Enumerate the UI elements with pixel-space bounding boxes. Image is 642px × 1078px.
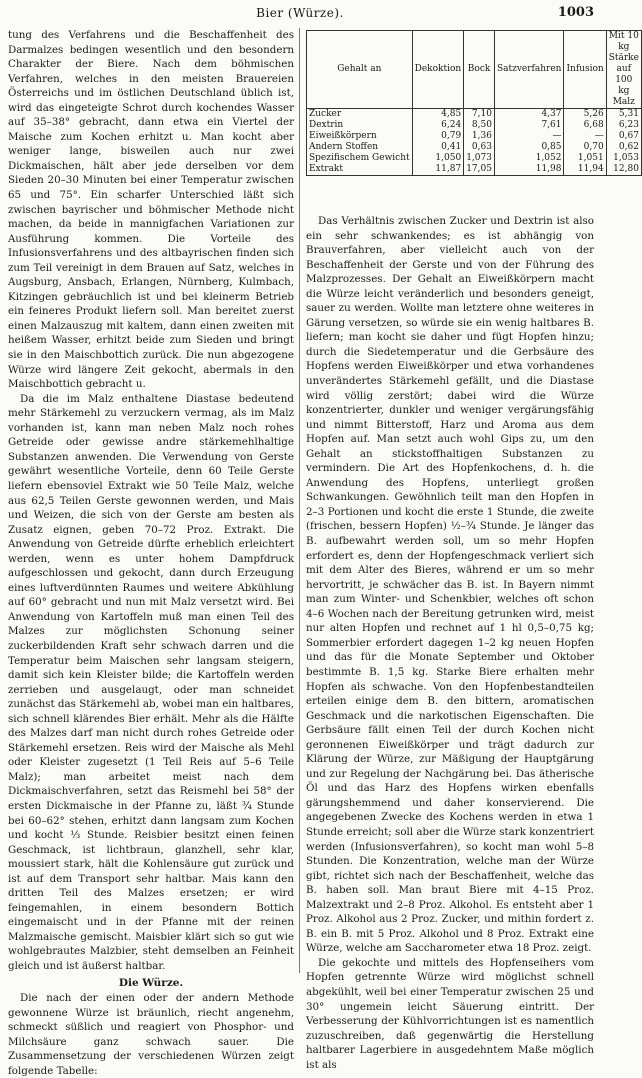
table-cell: — [494, 131, 564, 142]
paragraph: Das Verhältnis zwischen Zucker und Dextrin ist also ein sehr schwankendes; es ist abhängig von Brauverfahren, aber vielleicht auch von der Beschaffenheit der Gerste und von der Führung des Malzprozesses. Der Gehalt an Eiweißkörpern macht die Würze leicht veränderlich und besonders geneigt, sauer zu werden. Wollte man letztere ohne weiteres in Gärung versetzen, so würde sie ein wenig haltbares B. liefern; man kocht sie daher und fügt Hopfen hinzu; durch die Siedetemperatur und die Gerbsäure des Hopfens werden Eiweißkörper und etwa vorhandenes unverändertes Stärkemehl gefällt, und die Diastase wird völlig zerstört; dabei wird die Würze konzentrierter, dunkler und weniger vergärungsfähig und nimmt Bitterstoff, Harz und Aroma aus dem Hopfen auf. Man setzt auch wohl Gips zu, um den Gehalt an stickstoffhaltigen Substanzen zu vermindern. Die Art des Hopfenkochens, d. h. die Anwendung des Hopfens, unterliegt großen Schwankungen. Gewöhnlich teilt man den Hopfen in 2–3 Portionen und kocht die erste 1 Stunde, die zweite (frischen, bessern Hopfen) ½–¾ Stunde. Je länger das B. aufbewahrt werden soll, um so mehr Hopfen erfordert es, denn der Hopfengeschmack verliert sich mit dem Alter des Bieres, während er um so mehr hervortritt, je schwächer das B. ist. In Bayern nimmt man zum Winter- und Schenkbier, welches oft schon 4–6 Wochen nach der Bereitung getrunken wird, meist nur alten Hopfen und rechnet auf 1 hl 0,5–0,75 kg; Sommerbier erfordert dagegen 1–2 kg neuen Hopfen und das für die Monate September und Oktober bestimmte B. 1,5 kg. Starke Biere erhalten mehr Hopfen als schwache. Von den Hopfenbestandteilen erteilen einige dem B. den bittern, aromatischen Geschmack und die narkotischen Eigenschaften. Die Gerbsäure fällt einen Teil der durch Kochen nicht geronnenen Eiweißkörper und trägt dadurch zur Klärung der Würze, zur Mäßigung der Hauptgärung und zur Regelung der Nachgärung bei. Das ätherische Öl und das Harz des Hopfens wirken ebenfalls gärungshemmend und daher konservierend. Die angegebenen Zwecke des Kochens werden in etwa 1 Stunde erreicht; soll aber die Würze stark konzentriert werden (Infusionsverfahren), so kocht man wohl 5–8 Stunden. Die Konzentration, welche man der Würze gibt, richtet sich nach der Beschaffenheit, welche das B. haben soll. Man braut Biere mit 4–15 Proz. Malzextrakt und 2–8 Proz. Alkohol. Es entsteht aber 1 Proz. Alkohol aus 2 Proz. Zucker, und mithin fordert z. B. ein B. mit 5 Proz. Alkohol und 8 Proz. Extrakt eine Würze, welche am Saccharometer etwa 18 Proz. zeigt. [306, 215, 594, 955]
table-header-cell: Gehalt an [307, 31, 413, 109]
page-number: 1003 [557, 5, 594, 20]
section-heading: Die Würze. [118, 976, 184, 989]
composition-table [306, 30, 642, 176]
table-row [307, 153, 642, 164]
running-title: Bier (Würze). [256, 6, 344, 20]
table-cell: Eiweißkörpern [307, 131, 413, 142]
table-cell: 0,62 [606, 142, 641, 153]
table-cell: 7,61 [494, 120, 564, 131]
paragraph: Die nach der einen oder der andern Methode gewonnene Würze ist bräunlich, riecht angenehm, schmeckt süßlich und reagiert von Phosphor- und Milchsäure ganz schwach sauer. Die Zusammensetzung der verschiedenen Würzen zeigt folgende Tabelle: [8, 992, 294, 1077]
table-cell: 0,63 [464, 142, 495, 153]
paragraph: Da die im Malz enthaltene Diastase bedeutend mehr Stärkemehl zu verzuckern vermag, als im Malz vorhanden ist, kann man neben Malz noch rohes Getreide oder gewisse andre stärkemehlhaltige Substanzen anwenden. Die Verwendung von Gerste gewährt wesentliche Vorteile, denn 60 Teile Gerste liefern ebensoviel Extrakt wie 50 Teile Malz, welche aus 62,5 Teilen Gerste gewonnen werden, und Mais und Weizen, die sich von der Gerste am besten als Zusatz eignen, geben 70–72 Proz. Extrakt. Die Anwendung von Getreide dürfte erheblich erleichtert werden, wenn es unter hohem Dampfdruck aufgeschlossen und gekocht, dann durch Erzeugung eines luftverdünnten Raumes und weitere Abkühlung auf 60° gebracht und nun mit Malz versetzt wird. Bei Anwendung von Kartoffeln muß man einen Teil des Malzes zur möglichsten Schonung seiner zuckerbildenden Kraft sehr schwach darren und die Temperatur beim Maischen sehr langsam steigern, damit sich kein Kleister bilde; die Kartoffeln werden zerrieben und ausgelaugt, oder man schneidet zunächst das Stärkemehl ab, wobei man ein haltbares, sich schnell klärendes Bier erhält. Mehr als die Hälfte des Malzes darf man nicht durch rohes Getreide oder Stärkemehl ersetzen. Reis wird der Maische als Mehl oder Kleister zugesetzt (1 Teil Reis auf 5–6 Teile Malz); man arbeitet meist nach dem Dickmaischverfahren, setzt das Reismehl bei 58° der ersten Dickmaische in der Pfanne zu, läßt ¾ Stunde bei 60–62° stehen, erhitzt dann langsam zum Kochen und kocht ⅓ Stunde. Reisbier besitzt einen feinen Geschmack, ist lichtbraun, glanzhell, sehr klar, moussiert stark, hält die Kohlensäure gut zurück und ist auf dem Transport sehr haltbar. Mais kann den dritten Teil des Malzes ersetzen; er wird feingemahlen, in einem besondern Bottich eingemaischt und in der Pfanne mit der reinen Malzmaische gemischt. Maisbier klärt sich so gut wie wohlgebrautes Malzbier, steht demselben an Feinheit gleich und ist äußerst haltbar. [8, 392, 294, 972]
table-cell: 5,31 [606, 109, 641, 121]
table-header-cell: Mit 10 kg Stärke auf 100 kg Malz [606, 31, 641, 109]
table-cell: 1,052 [494, 153, 564, 164]
right-column [306, 214, 594, 1072]
table-cell: 1,073 [464, 153, 495, 164]
table-cell: 4,85 [412, 109, 464, 121]
table-cell: 11,87 [412, 164, 464, 176]
table-cell: 7,10 [464, 109, 495, 121]
column-divider [299, 28, 300, 973]
table-header-cell: Infusion [564, 31, 606, 109]
paragraph: tung des Verfahrens und die Beschaffenheit des Darmalzes bedingen wesentlich und den besondern Charakter der Biere. Nach dem böhmischen Verfahren, welches in den meisten Brauereien Österreichs und im östlichen Deutschland üblich ist, wird das eingeteigte Schrot durch kochendes Wasser auf 35–38° gebracht, dann etwa ein Viertel der Maische zum Kochen erhitzt u. Man kocht aber weniger lange, bisweilen auch nur zwei Dickmaischen, hält aber jede derselben vor dem Sieden 20–30 Minuten bei einer Temperatur zwischen 65 und 75°. Ein scharfer Unterschied läßt sich zwischen bayrischer und böhmischer Methode nicht machen, da beide in mannigfachen Variationen zur Ausführung kommen. Die Vorteile des Infusionsverfahrens und des altbayrischen finden sich zum Teil vereinigt in dem Brauen auf Satz, welches in Augsburg, Ansbach, Erlangen, Nürnberg, Kulmbach, Kitzingen gebräuchlich ist und bei kleinerm Betrieb ein feineres Produkt liefern soll. Man bereitet zuerst einen Malzauszug mit kaltem, dann einen zweiten mit heißem Wasser, erhitzt beide zum Sieden und bringt sie in den Maischbottich zurück. Die nun abgezogene Würze wird längere Zeit gekocht, abermals in den Maischbottich gebracht u. [8, 29, 294, 391]
table-cell: Andern Stoffen [307, 142, 413, 153]
table-cell: 0,67 [606, 131, 641, 142]
table-cell: 4,37 [494, 109, 564, 121]
table-cell: 6,24 [412, 120, 464, 131]
table-header-cell: Satzverfahren [494, 31, 564, 109]
table-cell: Spezifischem Gewicht [307, 153, 413, 164]
table-cell: 0,85 [494, 142, 564, 153]
table-cell: 1,051 [564, 153, 606, 164]
table-cell: — [564, 131, 606, 142]
table-cell: 0,41 [412, 142, 464, 153]
table-cell: 12,80 [606, 164, 641, 176]
table-cell: Extrakt [307, 164, 413, 176]
table-row [307, 142, 642, 153]
page-header [0, 4, 600, 22]
table-row [307, 109, 642, 121]
table-row [307, 131, 642, 142]
table-cell: 6,23 [606, 120, 641, 131]
table-cell: 11,94 [564, 164, 606, 176]
table-cell: 0,79 [412, 131, 464, 142]
table-cell: 1,053 [606, 153, 641, 164]
table-cell: Zucker [307, 109, 413, 121]
table-cell: 0,70 [564, 142, 606, 153]
table-cell: 8,50 [464, 120, 495, 131]
table-header-row [307, 31, 642, 109]
table-cell: 1,36 [464, 131, 495, 142]
table-cell: 1,050 [412, 153, 464, 164]
left-column [8, 28, 294, 1078]
paragraph: Die gekochte und mittels des Hopfenseihers vom Hopfen getrennte Würze wird möglichst schnell abgekühlt, weil bei einer Temperatur zwischen 25 und 30° ungemein leicht Säuerung eintritt. Der Verbesserung der Kühlvorrichtungen ist es namentlich zuzuschreiben, daß gegenwärtig die Herstellung haltbarer Lagerbiere in ausgedehntem Maße möglich ist als [306, 956, 594, 1071]
table-cell: 6,68 [564, 120, 606, 131]
table-row [307, 120, 642, 131]
table-cell: 17,05 [464, 164, 495, 176]
table-cell: 5,26 [564, 109, 606, 121]
table-header-cell: Bock [464, 31, 495, 109]
table-cell: Dextrin [307, 120, 413, 131]
table-row [307, 164, 642, 176]
table-cell: 11,98 [494, 164, 564, 176]
table-header-cell: Dekoktion [412, 31, 464, 109]
